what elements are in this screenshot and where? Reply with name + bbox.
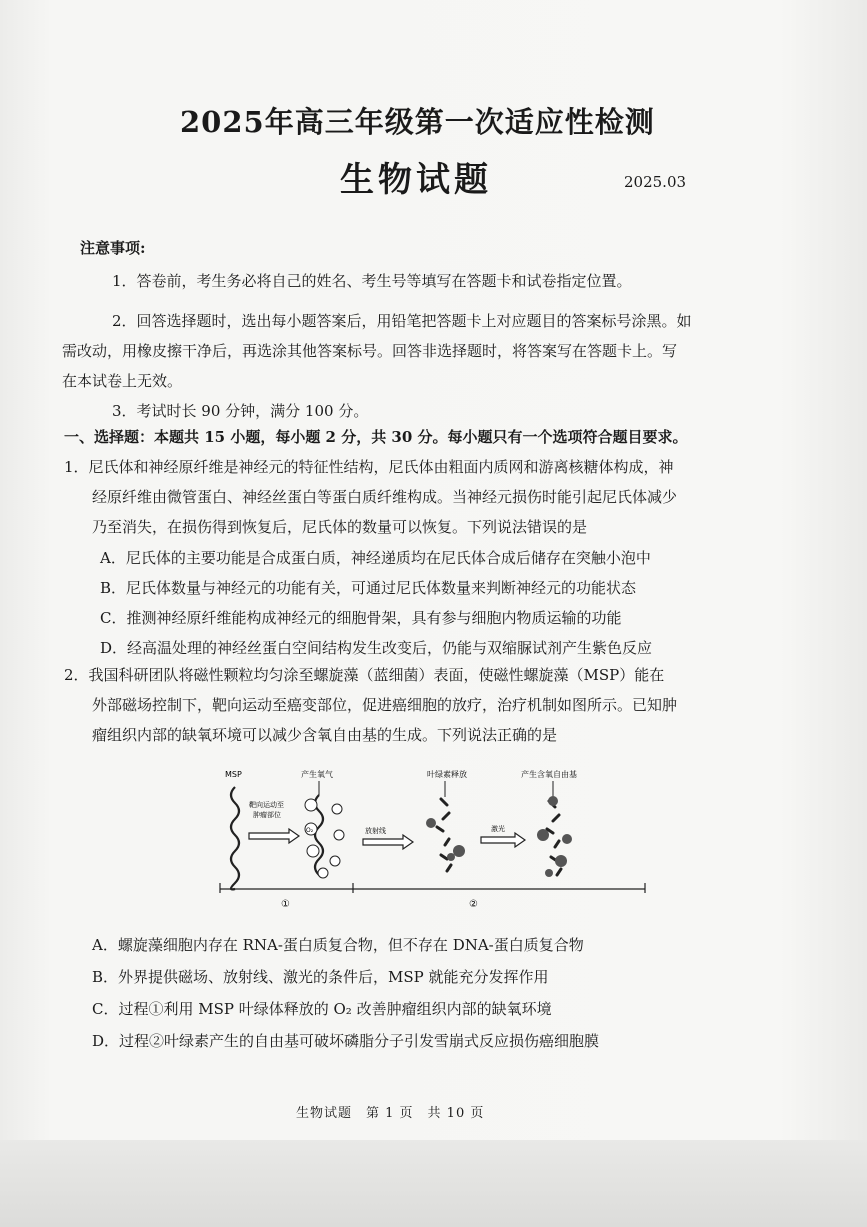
treatment-mechanism-figure (215, 765, 655, 915)
note-1: 1．答卷前，考生务必将自己的姓名、考生号等填写在答题卡和试卷指定位置。 (112, 272, 632, 290)
chlorophyll-particles (426, 818, 465, 861)
label-chlorophyll: 叶绿素释放 (427, 770, 467, 779)
exam-title: 2025年高三年级第一次适应性检测 (180, 105, 655, 139)
label-radiation: 放射线 (365, 827, 386, 835)
q1-stem-line-2: 经原纤维由微管蛋白、神经丝蛋白等蛋白质纤维构成。当神经元损伤时能引起尼氏体减少 (92, 488, 678, 506)
q1-stem-line-3: 乃至消失，在损伤得到恢复后，尼氏体的数量可以恢复。下列说法错误的是 (92, 518, 588, 536)
q2-stem-line-2: 外部磁场控制下，靶向运动至癌变部位，促进癌细胞的放疗，治疗机制如图所示。已知肿 (92, 696, 678, 714)
oxygen-bubbles (305, 799, 344, 878)
q2-stem-line-3: 瘤组织内部的缺氧环境可以减少含氧自由基的生成。下列说法正确的是 (92, 726, 558, 744)
label-target-2: 肿瘤部位 (253, 811, 281, 819)
q1-stem-line-1: 1．尼氏体和神经原纤维是神经元的特征性结构，尼氏体由粗面内质网和游离核糖体构成，神 (64, 458, 674, 476)
q2-option-a: A．螺旋藻细胞内存在 RNA-蛋白质复合物，但不存在 DNA-蛋白质复合物 (92, 936, 584, 954)
note-2-line-2: 需改动，用橡皮擦干净后，再选涂其他答案标号。回答非选择题时，将答案写在答题卡上。写 (62, 342, 678, 360)
arrow-target-icon (249, 829, 299, 843)
q2-stem-line-1: 2．我国科研团队将磁性颗粒均匀涂至螺旋藻（蓝细菌）表面，使磁性螺旋藻（MSP）能在 (64, 666, 665, 684)
label-laser: 激光 (491, 825, 505, 833)
exam-date: 2025.03 (624, 173, 687, 191)
q2-option-b: B．外界提供磁场、放射线、激光的条件后，MSP 就能充分发挥作用 (92, 968, 549, 986)
arrow-laser-icon (481, 833, 525, 847)
label-step-2: ② (469, 899, 478, 910)
subject-title: 生物试题 (340, 160, 492, 200)
note-3: 3．考试时长 90 分钟，满分 100 分。 (112, 402, 369, 420)
q1-option-a: A．尼氏体的主要功能是合成蛋白质，神经递质均在尼氏体合成后储存在突触小泡中 (100, 549, 651, 567)
q2-option-d: D．过程②叶绿素产生的自由基可破坏磷脂分子引发雪崩式反应损伤癌细胞膜 (92, 1032, 600, 1050)
notes-heading: 注意事项: (80, 239, 146, 257)
arrow-radiation-icon (363, 835, 413, 849)
label-oxygen: 产生氧气 (301, 770, 333, 779)
label-o2: O₂ (306, 827, 314, 834)
label-target-1: 靶向运动至 (249, 801, 284, 809)
page-footer: 生物试题 第 1 页 共 10 页 (296, 1106, 485, 1121)
label-radicals: 产生含氧自由基 (521, 770, 577, 779)
note-2-line-3: 在本试卷上无效。 (62, 372, 183, 390)
scan-bottom-band (0, 1140, 867, 1227)
q1-option-d: D．经高温处理的神经丝蛋白空间结构发生改变后，仍能与双缩脲试剂产生紫色反应 (100, 639, 653, 657)
q1-option-c: C．推测神经原纤维能构成神经元的细胞骨架，具有参与细胞内物质运输的功能 (100, 609, 622, 627)
label-step-1: ① (281, 899, 290, 910)
q2-option-c: C．过程①利用 MSP 叶绿体释放的 O₂ 改善肿瘤组织内部的缺氧环境 (92, 1000, 552, 1018)
note-2-line-1: 2．回答选择题时，选出每小题答案后，用铅笔把答题卡上对应题目的答案标号涂黑。如 (112, 312, 692, 330)
label-msp: MSP (225, 770, 242, 779)
q1-option-b: B．尼氏体数量与神经元的功能有关，可通过尼氏体数量来判断神经元的功能状态 (100, 579, 637, 597)
spirulina-strand-1 (231, 787, 239, 889)
section-1-heading: 一、选择题：本题共 15 小题，每小题 2 分，共 30 分。每小题只有一个选项符合题目要求。 (64, 428, 688, 446)
